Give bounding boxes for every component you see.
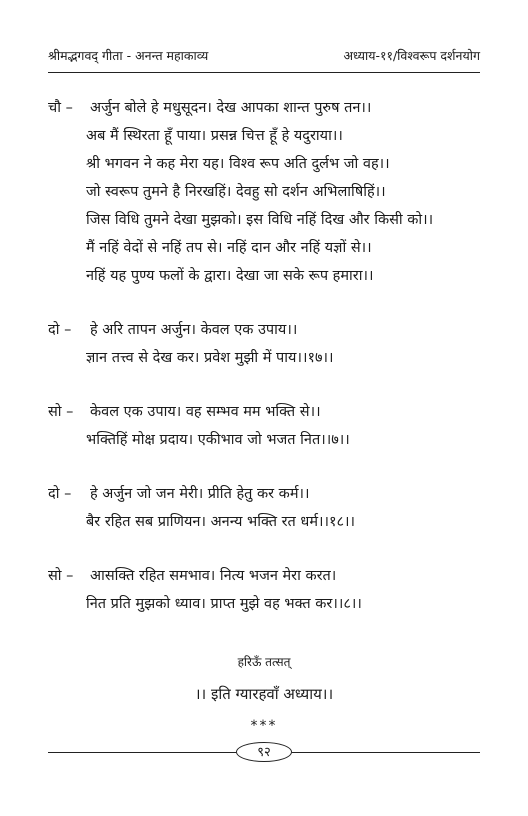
verse-line <box>48 426 488 454</box>
page-number: ९२ <box>236 742 292 762</box>
header-divider <box>48 72 480 73</box>
verse-text: भक्तिहिं मोक्ष प्रदाय। एकीभाव जो भजत नित।।७।। <box>86 432 350 448</box>
footer-rule-right <box>292 752 480 753</box>
verse-block-doha <box>48 480 488 536</box>
chapter-end-line: ।। इति ग्यारहवाँ अध्याय।। <box>194 685 334 703</box>
verse-block-doha <box>48 316 488 372</box>
verse-line <box>48 122 488 150</box>
verse-type-label: सो – <box>48 568 74 584</box>
verse-line <box>48 590 488 618</box>
verse-line <box>48 508 488 536</box>
verse-text: अब मैं स्थिरता हूँ पाया। प्रसन्न चित्त हूँ हे यदुराया।। <box>86 128 343 144</box>
verse-line <box>48 206 488 234</box>
star-ornament: *** <box>250 718 278 734</box>
verse-text: केवल एक उपाय। वह सम्भव मम भक्ति से।। <box>90 404 321 420</box>
verse-text: जिस विधि तुमने देखा मुझको। इस विधि नहिं दिख और किसी को।। <box>86 212 434 228</box>
verse-text: अर्जुन बोले हे मधुसूदन। देख आपका शान्त पुरुष तन।। <box>90 100 372 116</box>
verse-line <box>48 234 488 262</box>
verse-text: श्री भगवन ने कह मेरा यह। विश्व रूप अति दुर्लभ जो वह।। <box>86 156 390 172</box>
verse-line <box>48 94 488 122</box>
verse-text: बैर रहित सब प्राणियन। अनन्य भक्ति रत धर्म।।१८।। <box>86 514 356 530</box>
verse-type-label: चौ – <box>48 100 73 116</box>
verse-text: नित प्रति मुझको ध्याव। प्राप्त मुझे वह भक्त कर।।८।। <box>86 596 362 612</box>
verse-text: मैं नहिं वेदों से नहिं तप से। नहिं दान और नहिं यज्ञों से।। <box>86 240 372 256</box>
footer-rule-left <box>48 752 236 753</box>
verses-section <box>48 94 488 644</box>
verse-type-label: दो – <box>48 322 72 338</box>
verse-type-label: दो – <box>48 486 72 502</box>
verse-block-soratha <box>48 562 488 618</box>
verse-text: हे अरि तापन अर्जुन। केवल एक उपाय।। <box>90 322 298 338</box>
harioom-tatsat: हरिऊँ तत्सत् <box>237 655 291 669</box>
verse-block-chaupai <box>48 94 488 290</box>
verse-line <box>48 178 488 206</box>
verse-line <box>48 344 488 372</box>
verse-line <box>48 262 488 290</box>
verse-text: जो स्वरूप तुमने है निरखहिं। देवहु सो दर्शन अभिलाषिहिं।। <box>86 184 386 200</box>
verse-line <box>48 480 488 508</box>
verse-line <box>48 398 488 426</box>
book-title: श्रीमद्भगवद् गीता - अनन्त महाकाव्य <box>48 48 209 63</box>
verse-type-label: सो – <box>48 404 74 420</box>
verse-text: आसक्ति रहित समभाव। नित्य भजन मेरा करत। <box>90 568 337 584</box>
verse-block-soratha <box>48 398 488 454</box>
verse-text: नहिं यह पुण्य फलों के द्वारा। देखा जा सके रूप हमारा।। <box>86 268 374 284</box>
chapter-title: अध्याय-११/विश्वरूप दर्शनयोग <box>343 48 480 63</box>
running-header <box>48 46 480 66</box>
chapter-footer <box>0 652 528 734</box>
verse-line <box>48 562 488 590</box>
verse-line <box>48 150 488 178</box>
verse-text: ज्ञान तत्त्व से देख कर। प्रवेश मुझी में पाय।।१७।। <box>86 350 334 366</box>
verse-line <box>48 316 488 344</box>
verse-text: हे अर्जुन जो जन मेरी। प्रीति हेतु कर कर्म।। <box>90 486 310 502</box>
